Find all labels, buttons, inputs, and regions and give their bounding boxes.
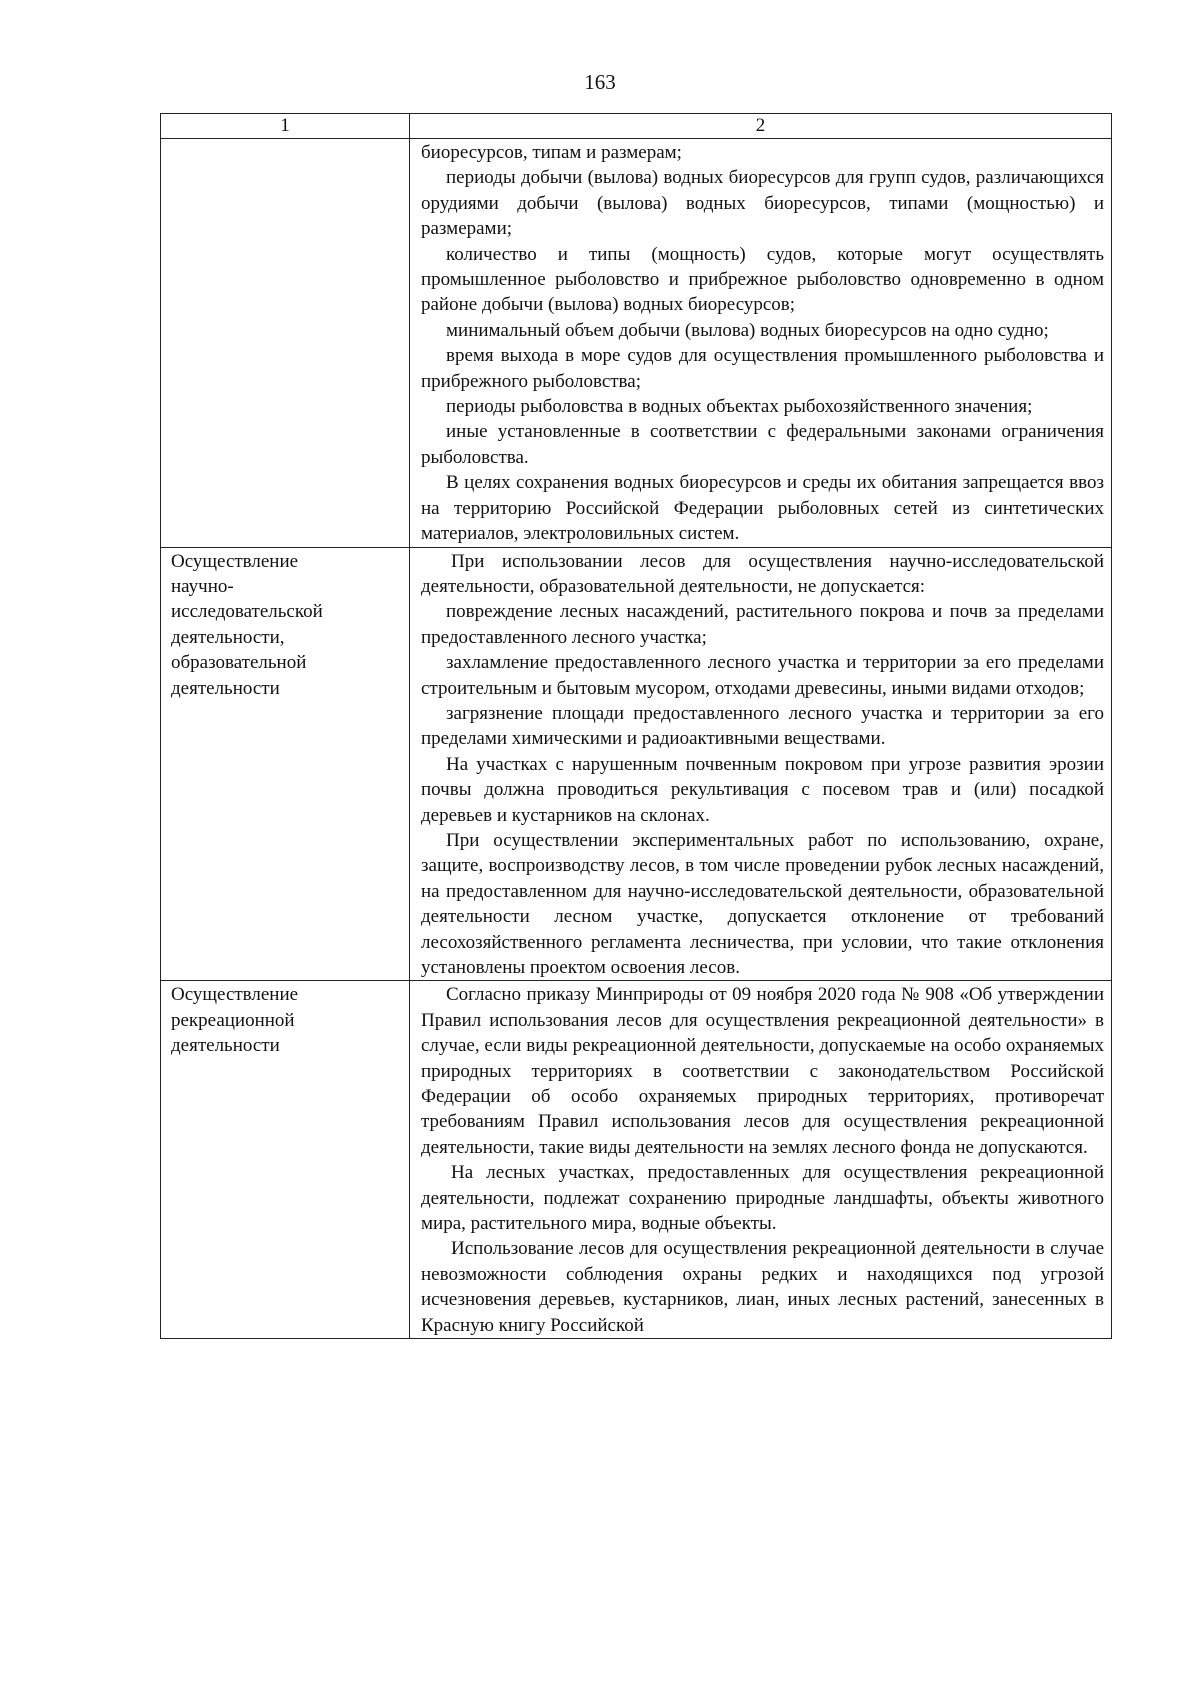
row-1-paragraph: В целях сохранения водных биоресурсов и среды их обитания запрещается ввоз на территорию Российской Федерации рыболовных сетей из синтетических материалов, электроловильных систем. <box>421 472 1104 545</box>
row-3-paragraph: Согласно приказу Минприроды от 09 ноября 2020 года № 908 «Об утверждении Правил использования лесов для осуществления рекреационной деятельности» в случае, если виды рекреационной деятельности, допускаемые на особо охраняемых природных территориях в соответствии с законодательством Российской Федерации об особо охраняемых природных территориях, противоречат требованиям Правил использования лесов для осуществления рекреационной деятельности, такие виды деятельности на землях лесного фонда не допускаются. <box>421 984 1104 1158</box>
row-1-paragraph: иные установленные в соответствии с федеральными законами ограничения рыболовства. <box>421 421 1104 468</box>
column-header-1: 1 <box>161 114 410 139</box>
page-number: 163 <box>584 70 616 94</box>
row-3-content-cell <box>410 981 1112 1339</box>
row-3-category-line: Осуществление <box>171 984 299 1006</box>
row-1-paragraph: биоресурсов, типам и размерам; <box>421 142 682 163</box>
row-3-category-cell <box>161 981 410 1339</box>
table-row-research-education <box>161 547 1112 981</box>
row-3-category-line: рекреационной <box>171 1009 295 1031</box>
table-row-fishing-restrictions <box>161 139 1112 548</box>
row-2-category-line: образовательной <box>171 652 307 674</box>
row-1-paragraph: периоды добычи (вылова) водных биоресурсов для групп судов, различающихся орудиями добычи (вылова) водных биоресурсов, типами (мощностью) и размерами; <box>421 167 1104 240</box>
row-3-paragraph: На лесных участках, предоставленных для осуществления рекреационной деятельности, подлежат сохранению природные ландшафты, объекты животного мира, растительного мира, водные объекты. <box>421 1162 1104 1235</box>
row-2-category-cell <box>161 547 410 981</box>
row-2-paragraph: повреждение лесных насаждений, растительного покрова и почв за пределами предоставленного лесного участка; <box>421 601 1104 648</box>
row-2-paragraph: загрязнение площади предоставленного лесного участка и территории за его пределами химическими и радиоактивными веществами. <box>421 702 1104 750</box>
column-header-2: 2 <box>410 114 1112 139</box>
row-2-category-line: исследовательской <box>171 601 323 623</box>
table-row-recreation <box>161 981 1112 1339</box>
row-1-paragraph: время выхода в море судов для осуществления промышленного рыболовства и прибрежного рыболовства; <box>421 345 1104 392</box>
table-header-row <box>161 114 1112 139</box>
row-2-category-line: деятельности, <box>171 626 285 648</box>
row-2-category-line: научно- <box>171 575 234 597</box>
row-2-paragraph: На участках с нарушенным почвенным покровом при угрозе развития эрозии почвы должна проводиться рекультивация с посевом трав и (или) посадкой деревьев и кустарников на склонах. <box>421 753 1104 826</box>
row-2-paragraph: При использовании лесов для осуществления научно-исследовательской деятельности, образовательной деятельности, не допускается: <box>421 550 1104 597</box>
row-3-paragraph: Использование лесов для осуществления рекреационной деятельности в случае невозможности соблюдения охраны редких и находящихся под угрозой исчезновения деревьев, кустарников, лиан, иных лесных растений, занесенных в Красную книгу Российской <box>421 1238 1104 1336</box>
row-3-category-line: деятельности <box>171 1035 280 1057</box>
row-2-content-cell <box>410 547 1112 981</box>
row-1-paragraph: количество и типы (мощность) судов, которые могут осуществлять промышленное рыболовство и прибрежное рыболовство одновременно в одном районе добычи (вылова) водных биоресурсов; <box>421 243 1104 316</box>
row-1-paragraph: периоды рыболовства в водных объектах рыбохозяйственного значения; <box>446 396 1033 418</box>
row-1-content-cell <box>410 139 1112 548</box>
row-2-paragraph: При осуществлении экспериментальных работ по использованию, охране, защите, воспроизводству лесов, в том числе проведении рубок лесных насаждений, на предоставленном для научно-исследовательской деятельности, образовательной деятельности лесном участке, допускается отклонение от требований лесохозяйственного регламента лесничества, при условии, что такие отклонения установлены проектом освоения лесов. <box>421 829 1104 978</box>
row-2-paragraph: захламление предоставленного лесного участка и территории за его пределами строительным и бытовым мусором, отходами древесины, иными видами отходов; <box>421 652 1104 699</box>
row-2-category-line: Осуществление <box>171 550 299 572</box>
row-2-category-line: деятельности <box>171 677 280 699</box>
row-1-category-cell <box>161 139 410 548</box>
row-1-paragraph: минимальный объем добычи (вылова) водных биоресурсов на одно судно; <box>446 319 1049 341</box>
document-table <box>160 113 1112 1339</box>
